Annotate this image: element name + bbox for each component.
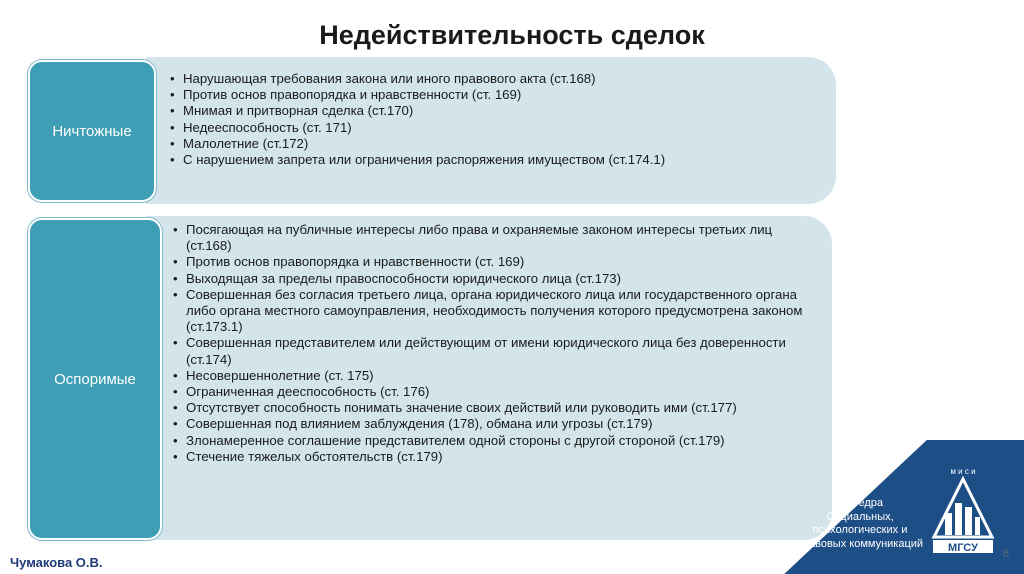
department-line: психологических и <box>812 524 908 536</box>
department-line: правовых коммуникаций <box>796 537 924 550</box>
voidable-items-list <box>173 222 813 465</box>
list-item: • Несовершеннолетние (ст. 175) <box>173 368 813 384</box>
list-item: • С нарушением запрета или ограничения распоряжения имуществом (ст.174.1) <box>170 152 810 168</box>
voidable-category-label: Оспоримые <box>54 370 136 388</box>
logo-bottom-text: МГСУ <box>948 542 978 554</box>
department-line: Социальных, <box>826 510 894 523</box>
list-item: • Посягающая на публичные интересы либо права и охраняемые законом интересы третьих лиц (ст.168) <box>173 222 813 254</box>
list-item: • Отсутствует способность понимать значение своих действий или руководить ими (ст.177) <box>173 400 813 416</box>
list-item: • Недееспособность (ст. 171) <box>170 120 810 136</box>
list-item: • Нарушающая требования закона или иного правового акта (ст.168) <box>170 71 810 87</box>
void-items-list <box>170 71 810 168</box>
list-item: • Стечение тяжелых обстоятельств (ст.179) <box>173 449 813 465</box>
page-title: Недействительность сделок <box>319 20 705 50</box>
voidable-category-box <box>28 218 162 540</box>
void-category-label: Ничтожные <box>52 122 132 140</box>
list-item: • Малолетние (ст.172) <box>170 136 810 152</box>
list-item: • Ограниченная дееспособность (ст. 176) <box>173 384 813 400</box>
list-item: • Против основ правопорядка и нравственности (ст. 169) <box>170 87 810 103</box>
list-item: • Выходящая за пределы правоспособности юридического лица (ст.173) <box>173 271 813 287</box>
list-item: • Совершенная под влиянием заблуждения (178), обмана или угрозы (ст.179) <box>173 416 813 432</box>
university-logo <box>929 463 997 555</box>
list-item: • Совершенная без согласия третьего лица, органа юридического лица или государственного органа либо органа местного самоуправления, необходимость получения которого предусмотрена законом (ст.173.1) <box>173 287 813 336</box>
department-line: Кафедра <box>836 497 884 509</box>
page-number: 8 <box>1003 548 1010 560</box>
void-category-box <box>28 60 156 202</box>
list-item: • Совершенная представителем или действующим от имени юридического лица без доверенности (ст.174) <box>173 335 813 367</box>
author-name: Чумакова О.В. <box>10 555 103 570</box>
list-item: • Против основ правопорядка и нравственности (ст. 169) <box>173 254 813 270</box>
logo-top-text: м и с и <box>950 467 976 476</box>
department-caption <box>786 497 934 551</box>
list-item: • Мнимая и притворная сделка (ст.170) <box>170 103 810 119</box>
list-item: • Злонамеренное соглашение представителем одной стороны с другой стороной (ст.179) <box>173 433 813 449</box>
